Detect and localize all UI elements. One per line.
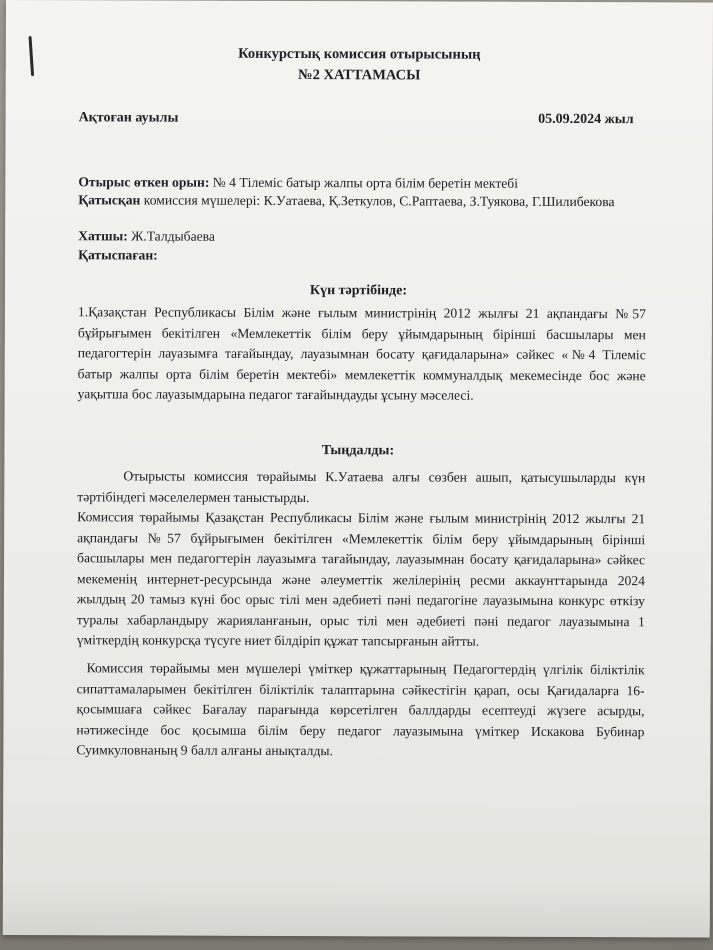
paper-shadow xyxy=(3,880,710,937)
heard-paragraph-1: Отырысты комиссия төрайымы К.Уатаева алғы сөзбен ашып, қатысушыларды күн тәртібіндегі мәселелермен таныстырды. xyxy=(77,468,646,505)
document-date: 05.09.2024 жыл xyxy=(538,111,634,128)
heard-paragraph-2: Комиссия төрайымы Қазақстан Республикасы Білім және ғылым министрінің 2012 жылғы 21 ақпандағы №57 бұйрығымен бекітілген «Мемлекеттік білім беру ұйымдарының бірінші басшылары мен педагогтерін лауазымға тағайындау, лауазымнан босату қағидаларына» сәйкес мекеменің интернет-ресурсында және әлеуметтік желілерінің ресми аккаунттарында 2024 жылдың 20 тамыз күні бос орыс тілі мен әдебиеті пәні педагогіне лауазымына конкурс өткізу туралы хабарландыру жарияланғанын, орыс тілі мен әдебиеті пәні педагог лауазымына 1 үміткердің конкурсқа түсуге ниет білдіріп құжат тапсырғанын айтты. xyxy=(76,509,646,649)
agenda-text: 1.Қазақстан Республикасы Білім және ғылым министрінің 2012 жылғы 21 ақпандағы №57 бұйрығымен бекітілген «Мемлекеттік білім беру ұйымдарының бірінші басшылары мен педагогтерін лауазымға тағайындау, лауазымнан босату қағидаларына» сәйкес «№4 Тілеміс батыр жалпы орта білім беретін мектебі» мемлекеттік коммуналдық мекемесінде бос және уақытша бос лауазымдарына педагог тағайындауды ұсыну мәселесі. xyxy=(77,304,646,403)
secretary-value: Ж.Талдыбаева xyxy=(131,228,215,244)
place-date-row xyxy=(78,110,634,128)
village-name: Ақтоған ауылы xyxy=(78,110,179,126)
meeting-place-label: Отырыс өткен орын: xyxy=(78,174,210,190)
document-title: Конкурстық комиссия отырысының xyxy=(238,45,481,63)
meeting-place-value: № 4 Тілеміс батыр жалпы орта білім беретін мектебі xyxy=(212,174,519,191)
members xyxy=(78,190,646,212)
secretary-label: Хатшы: xyxy=(78,228,128,244)
absent-label: Қатыспаған: xyxy=(78,247,158,263)
heard-paragraph-3: Комиссия төрайымы мен мүшелері үміткер құжаттарының Педагогтердің үлгілік біліктілік сипаттамаларымен бекітілген біліктілік талаптарына сәйкестігін қарап, осы Қағидаларға 16-қосымшаға сәйкес Бағалау парағында көрсетілген баллдарды есептеуді жүзеге асырды, нәтижесінде бос қосымша білім беру педагог лауазымына үміткер Искакова Бубинар Суимкуловнаның 9 балл алғаны анықталды. xyxy=(76,660,645,759)
paper-sheet xyxy=(3,0,713,937)
members-label: Қатысқан xyxy=(78,192,141,208)
heard-title: Тыңдалды: xyxy=(321,443,395,459)
protocol-number: №2 ХАТТАМАСЫ xyxy=(298,67,421,84)
absent xyxy=(78,245,646,267)
agenda-title: Күн тәртібінде: xyxy=(309,283,408,299)
members-value: комиссия мүшелері: К.Уатаева, Қ.Зеткулов, С.Раптаева, З.Туякова, Г.Шилибекова xyxy=(143,192,615,210)
